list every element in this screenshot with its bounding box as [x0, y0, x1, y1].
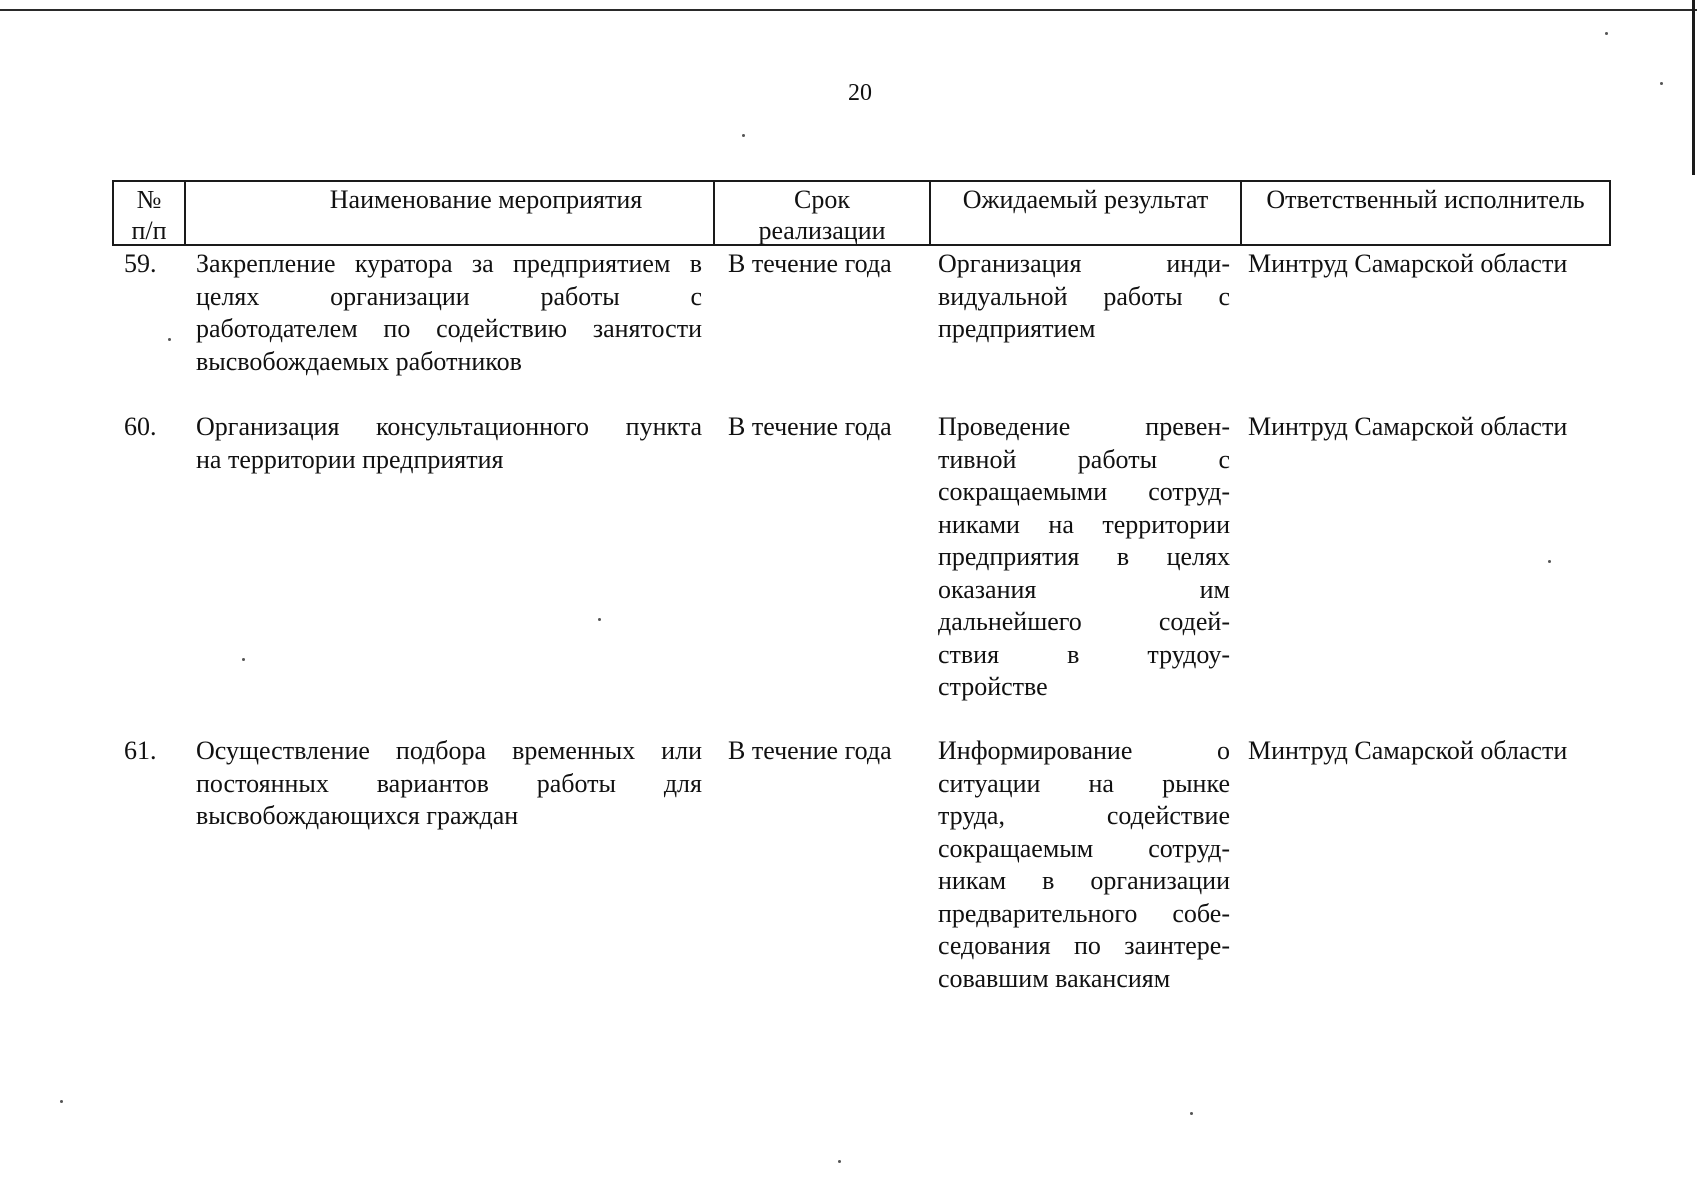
header-term-line: реализации — [758, 216, 886, 245]
scan-speck — [60, 1100, 63, 1103]
row-term: В течение года — [728, 736, 892, 765]
row-name-line: работодателем по содействию занятости — [196, 314, 702, 343]
row-result-line: дальнейшего содей- — [938, 607, 1230, 636]
header-result: Ожидаемый результат — [962, 185, 1209, 214]
row-result — [938, 411, 1230, 704]
row-name — [196, 735, 702, 833]
row-name-line: высвобождающихся граждан — [196, 801, 519, 830]
row-name-line: постоянных вариантов работы для — [196, 768, 702, 798]
row-num: 61. — [124, 736, 157, 765]
row-result-line: Организация инди- — [938, 249, 1230, 278]
row-result-line: совавшим вакансиям — [938, 963, 1171, 993]
row-name-line: Осуществление подбора временных или — [196, 736, 702, 765]
row-result-line: сокращаемым сотруд- — [938, 833, 1230, 863]
table-header — [112, 180, 1611, 246]
row-responsible: Минтруд Самарской области — [1248, 736, 1568, 765]
header-num — [114, 184, 184, 246]
row-result-line: сокращаемыми сотруд- — [938, 477, 1230, 506]
header-num-line: п/п — [131, 216, 167, 245]
page-number: 20 — [848, 80, 872, 106]
scan-speck — [168, 338, 171, 341]
header-term-line: Срок — [794, 185, 850, 214]
scan-speck — [1605, 32, 1608, 35]
row-name — [196, 411, 702, 476]
row-result — [938, 735, 1230, 995]
scan-speck — [1548, 560, 1551, 563]
scan-edge-right — [1692, 0, 1695, 175]
row-name-line: высвобождаемых работников — [196, 346, 522, 376]
row-result-line: предприятия в целях — [938, 542, 1230, 571]
row-num: 60. — [124, 412, 157, 441]
scan-speck — [838, 1160, 841, 1163]
row-result — [938, 248, 1230, 346]
row-result-line: ствия в трудоу- — [938, 639, 1230, 669]
row-term: В течение года — [728, 249, 892, 278]
row-result-line: Информирование о — [938, 736, 1230, 765]
row-result-line: ситуации на рынке — [938, 768, 1230, 798]
header-term — [715, 184, 929, 246]
row-responsible: Минтруд Самарской области — [1248, 249, 1568, 278]
header-responsible: Ответственный исполнитель — [1266, 185, 1585, 214]
scan-speck — [1190, 1112, 1193, 1115]
row-name-line: Закрепление куратора за предприятием в — [196, 249, 702, 278]
row-result-line: тивной работы с — [938, 444, 1230, 474]
row-result-line: никам в организации — [938, 866, 1230, 895]
header-num-line: № — [136, 185, 162, 214]
scan-speck — [742, 134, 745, 137]
row-result-line: оказания им — [938, 574, 1230, 604]
row-responsible: Минтруд Самарской области — [1248, 412, 1568, 441]
row-result-line: предприятием — [938, 314, 1096, 343]
row-result-line: видуальной работы с — [938, 281, 1230, 311]
row-name-line: на территории предприятия — [196, 444, 504, 474]
row-num: 59. — [124, 249, 157, 278]
header-name: Наименование мероприятия — [329, 185, 643, 214]
scan-speck — [598, 618, 601, 621]
scan-edge-top — [0, 9, 1697, 11]
row-name — [196, 248, 702, 378]
scan-speck — [242, 658, 245, 661]
row-name-line: целях организации работы с — [196, 281, 702, 311]
scan-speck — [1660, 82, 1663, 85]
row-result-line: никами на территории — [938, 509, 1230, 539]
row-result-line: седования по заинтере- — [938, 931, 1230, 960]
row-result-line: Проведение превен- — [938, 412, 1230, 441]
row-result-line: стройстве — [938, 672, 1048, 701]
row-term: В течение года — [728, 412, 892, 441]
row-result-line: труда, содействие — [938, 801, 1230, 830]
row-result-line: предварительного собе- — [938, 898, 1230, 928]
row-name-line: Организация консультационного пункта — [196, 412, 702, 441]
